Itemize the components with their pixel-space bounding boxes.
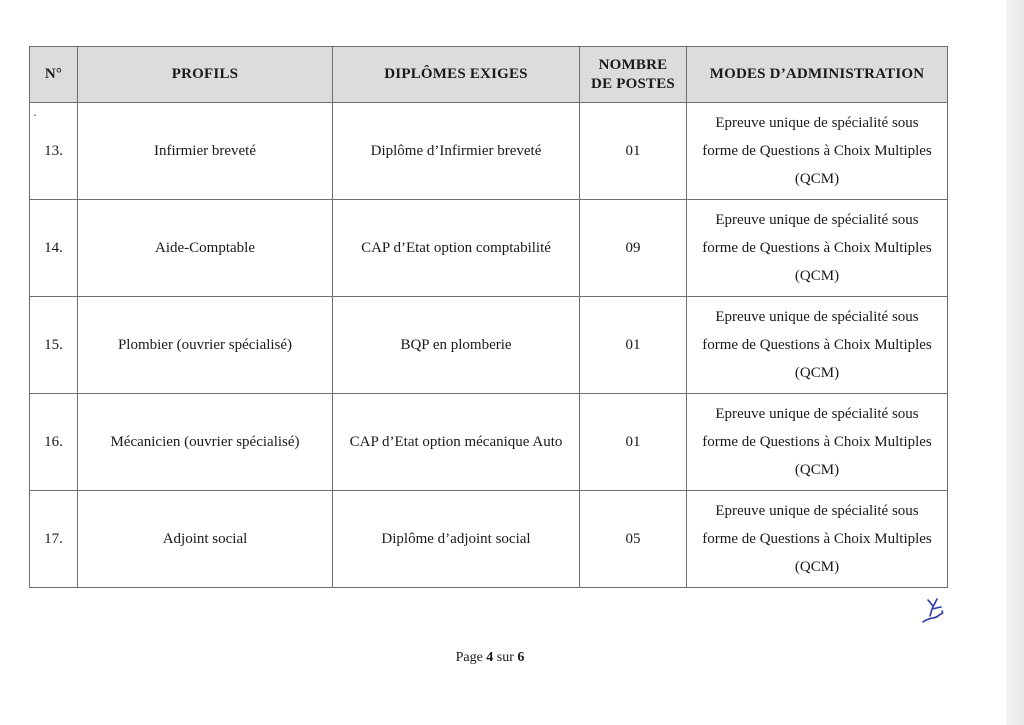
- row-nombre: 05: [580, 491, 687, 588]
- row-mode: Epreuve unique de spécialité sous forme de Questions à Choix Multiples (QCM): [702, 212, 932, 284]
- row-diplome: Diplôme d’adjoint social: [333, 491, 580, 588]
- row-diplome: CAP d’Etat option mécanique Auto: [333, 394, 580, 491]
- row-diplome: BQP en plomberie: [333, 297, 580, 394]
- table-row: [30, 103, 948, 200]
- page-sur: sur: [496, 650, 514, 665]
- row-mode-cell: [687, 297, 948, 394]
- table-header: [30, 47, 948, 103]
- row-profil: Aide-Comptable: [78, 200, 333, 297]
- total-pages-number: 6: [517, 650, 525, 665]
- row-number: 17.: [30, 491, 78, 588]
- row-number: 13.: [44, 143, 63, 159]
- header-modes: MODES D’ADMINISTRATION: [687, 47, 948, 103]
- row-profil: Plombier (ouvrier spécialisé): [78, 297, 333, 394]
- row-diplome: CAP d’Etat option comptabilité: [333, 200, 580, 297]
- row-mode-cell: [687, 103, 948, 200]
- page-prefix: Page: [455, 650, 483, 665]
- row-mode-cell: [687, 491, 948, 588]
- header-nombre-postes: NOMBRE DE POSTES: [580, 47, 687, 103]
- row-profil: Mécanicien (ouvrier spécialisé): [78, 394, 333, 491]
- header-num: N°: [30, 47, 78, 103]
- handwritten-initials-icon: [920, 596, 948, 626]
- positions-table: [29, 46, 948, 588]
- page-footer: [0, 650, 980, 666]
- row-nombre: 09: [580, 200, 687, 297]
- row-number: 14.: [30, 200, 78, 297]
- row-mode: Epreuve unique de spécialité sous forme de Questions à Choix Multiples (QCM): [702, 503, 932, 575]
- row-mode: Epreuve unique de spécialité sous forme de Questions à Choix Multiples (QCM): [702, 406, 932, 478]
- table-body: [30, 103, 948, 588]
- row-nombre: 01: [580, 297, 687, 394]
- row-profil: Infirmier breveté: [78, 103, 333, 200]
- table-row: [30, 491, 948, 588]
- row-nombre: 01: [580, 103, 687, 200]
- table-row: [30, 297, 948, 394]
- row-mode: Epreuve unique de spécialité sous forme de Questions à Choix Multiples (QCM): [702, 115, 932, 187]
- row-nombre: 01: [580, 394, 687, 491]
- row-number: 16.: [30, 394, 78, 491]
- row-number: 15.: [30, 297, 78, 394]
- row-mode: Epreuve unique de spécialité sous forme de Questions à Choix Multiples (QCM): [702, 309, 932, 381]
- header-row: [30, 47, 948, 103]
- table-row: [30, 200, 948, 297]
- row-mode-cell: [687, 394, 948, 491]
- row-diplome: Diplôme d’Infirmier breveté: [333, 103, 580, 200]
- tick-mark: ·: [33, 108, 37, 122]
- row-profil: Adjoint social: [78, 491, 333, 588]
- header-diplomes: DIPLÔMES EXIGES: [333, 47, 580, 103]
- current-page-number: 4: [486, 650, 494, 665]
- table-row: [30, 394, 948, 491]
- page-edge-shadow: [1006, 0, 1024, 725]
- header-profils: PROFILS: [78, 47, 333, 103]
- row-num-cell: [30, 103, 78, 200]
- row-mode-cell: [687, 200, 948, 297]
